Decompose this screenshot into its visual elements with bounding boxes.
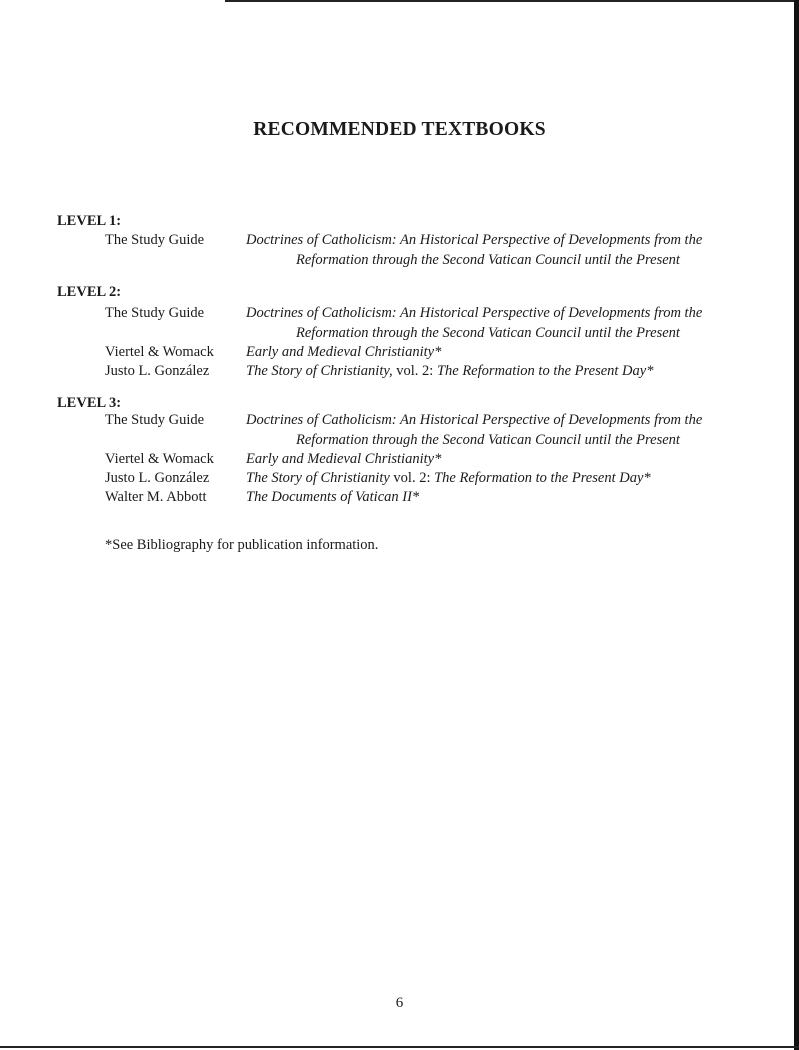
level-1-heading: LEVEL 1: xyxy=(57,213,122,229)
book-title xyxy=(246,470,651,487)
author: The Study Guide xyxy=(105,412,205,428)
level-2-heading: LEVEL 2: xyxy=(57,284,122,300)
book-title-part: The Story of Christianity xyxy=(246,470,390,486)
author: Viertel & Womack xyxy=(105,451,214,467)
book-title: Doctrines of Catholicism: An Historical Perspective of Developments from the xyxy=(246,305,703,321)
author: The Study Guide xyxy=(105,232,205,248)
volume-label: vol. 2: xyxy=(392,363,437,379)
book-title: Doctrines of Catholicism: An Historical Perspective of Developments from the xyxy=(246,412,703,428)
book-title-continued: Reformation through the Second Vatican Council until the Present xyxy=(296,432,680,448)
author: Justo L. González xyxy=(105,470,210,486)
book-title: The Documents of Vatican II* xyxy=(246,489,420,505)
scan-edge-top xyxy=(225,0,799,2)
footnote: *See Bibliography for publication information. xyxy=(105,537,379,553)
page-number: 6 xyxy=(395,995,404,1011)
author: The Study Guide xyxy=(105,305,205,321)
scan-edge-bottom xyxy=(0,1046,799,1048)
book-title-continued: Reformation through the Second Vatican Council until the Present xyxy=(296,325,680,341)
book-title: Early and Medieval Christianity* xyxy=(246,344,442,360)
book-title: Doctrines of Catholicism: An Historical Perspective of Developments from the xyxy=(246,232,703,248)
level-3-heading: LEVEL 3: xyxy=(57,395,122,411)
book-title: Early and Medieval Christianity* xyxy=(246,451,442,467)
author: Justo L. González xyxy=(105,363,210,379)
scan-edge-right xyxy=(794,0,799,1050)
volume-label: vol. 2: xyxy=(389,470,435,486)
author: Walter M. Abbott xyxy=(105,489,207,505)
book-title xyxy=(246,363,653,380)
book-title-continued: Reformation through the Second Vatican Council until the Present xyxy=(296,252,680,268)
book-subtitle: The Reformation to the Present Day* xyxy=(436,363,654,379)
page-title: RECOMMENDED TEXTBOOKS xyxy=(253,119,546,140)
book-subtitle: The Reformation to the Present Day* xyxy=(434,470,651,486)
author: Viertel & Womack xyxy=(105,344,214,360)
book-title-part: The Story of Christianity, xyxy=(246,363,393,379)
